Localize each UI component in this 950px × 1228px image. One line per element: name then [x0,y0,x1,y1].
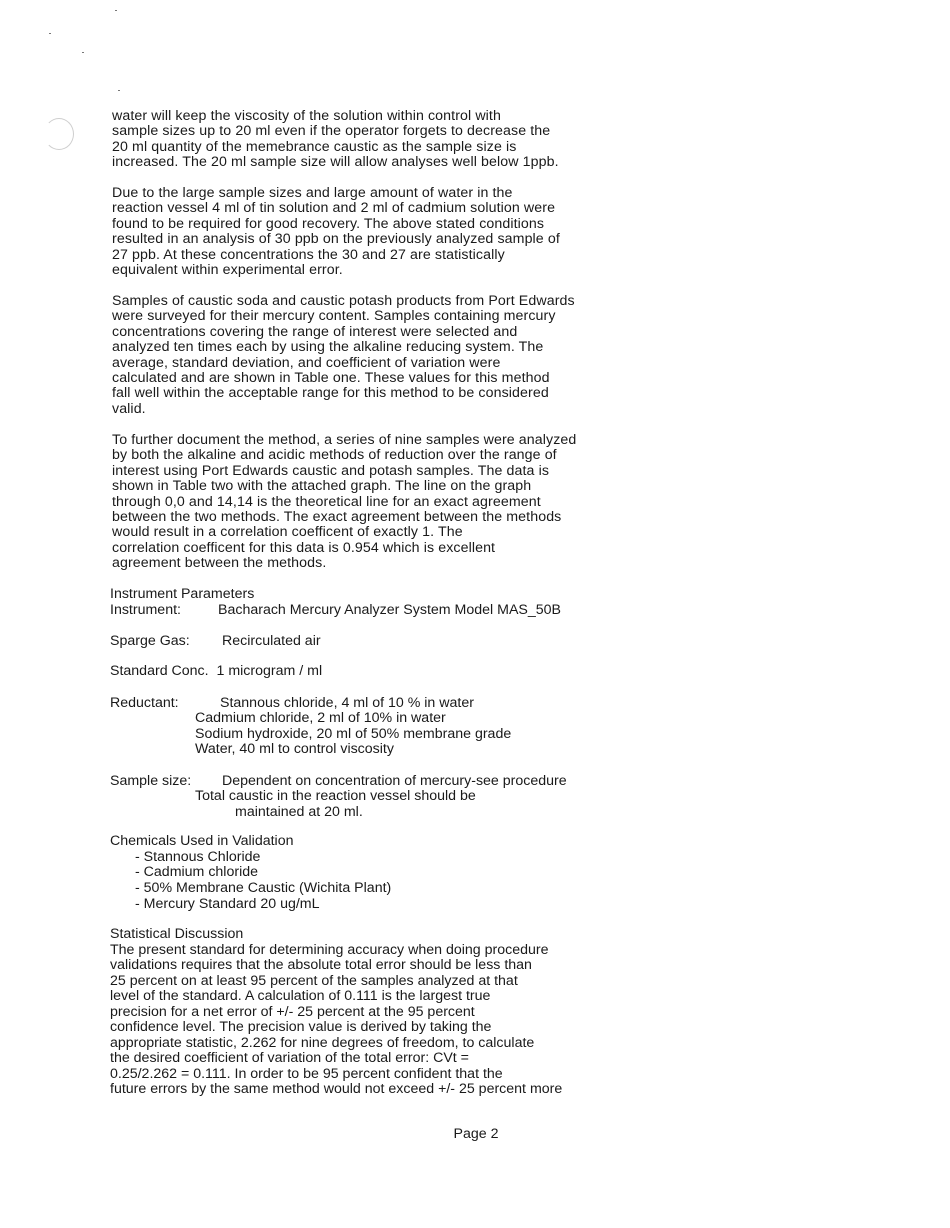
text-line: reaction vessel 4 ml of tin solution and 2 ml of cadmium solution were [112,200,556,217]
sample-size-line: Total caustic in the reaction vessel should be [195,788,476,804]
text-line: agreement between the methods. [112,555,327,572]
reductant-line: Cadmium chloride, 2 ml of 10% in water [195,710,446,726]
chemical-item: - Mercury Standard 20 ug/mL [135,896,320,912]
page-number-label: Page 2 [453,1126,499,1142]
text-line: sample sizes up to 20 ml even if the operator forgets to decrease the [112,123,551,140]
chemical-item: - 50% Membrane Caustic (Wichita Plant) [135,880,392,896]
text-line: To further document the method, a series of nine samples were analyzed [112,432,577,448]
text-line: would result in a correlation coefficent of exactly 1. The [112,524,463,541]
sparge-row [110,634,321,649]
scan-speck [49,33,51,34]
text-line: through 0,0 and 14,14 is the theoretical line for an exact agreement [112,493,541,510]
sample-size-line: maintained at 20 ml. [235,804,363,820]
paragraph-documentation [112,433,672,572]
text-line: validations requires that the absolute total error should be less than [110,957,532,973]
reductant-line: Water, 40 ml to control viscosity [195,741,394,757]
chemicals-heading: Chemicals Used in Validation [110,833,294,849]
text-line: interest using Port Edwards caustic and potash samples. The data is [112,462,550,479]
text-line: analyzed ten times each by using the alkaline reducing system. The [112,339,544,356]
paragraph-sample-sizes [112,186,672,278]
text-line: shown in Table two with the attached graph. The line on the graph [112,478,532,495]
paragraph-survey [112,294,672,417]
text-line: were surveyed for their mercury content. Samples containing mercury [112,308,556,325]
chemical-item: - Stannous Chloride [135,849,261,865]
sample-size-label: Sample size: [110,773,192,789]
text-line: valid. [112,400,146,417]
instrument-heading: Instrument Parameters [110,586,255,602]
chemical-item: - Cadmium chloride [135,864,258,880]
paragraph-viscosity [112,109,672,171]
text-line: correlation coefficent for this data is 0.954 which is excellent [112,539,496,556]
text-line: average, standard deviation, and coefficient of variation were [112,354,501,371]
text-line: the desired coefficient of variation of the total error: CVt = [110,1050,469,1066]
instrument-row [110,603,561,618]
sparge-value: Recirculated air [222,633,321,649]
page-number [0,1126,950,1142]
text-line: calculated and are shown in Table one. These values for this method [112,370,550,387]
text-line: by both the alkaline and acidic methods of reduction over the range of [112,447,557,464]
statistical-heading: Statistical Discussion [110,926,244,942]
reductant-line: Sodium hydroxide, 20 ml of 50% membrane grade [195,726,512,742]
scan-speck [118,90,120,91]
text-line: 0.25/2.262 = 0.111. In order to be 95 percent confident that the [110,1066,503,1082]
text-line: increased. The 20 ml sample size will allow analyses well below 1ppb. [112,154,559,171]
instrument-value: Bacharach Mercury Analyzer System Model MAS_50B [218,602,562,618]
text-line: The present standard for determining accuracy when doing procedure [110,942,549,958]
sample-size-line: Dependent on concentration of mercury-see procedure [222,773,567,789]
standard-row [110,664,322,679]
text-line: Samples of caustic soda and caustic potash products from Port Edwards [112,293,575,309]
text-line: equivalent within experimental error. [112,262,343,279]
text-line: fall well within the acceptable range for this method to be considered [112,385,549,402]
reductant-line: Stannous chloride, 4 ml of 10 % in water [220,695,474,711]
text-line: concentrations covering the range of interest were selected and [112,323,518,340]
text-line: level of the standard. A calculation of 0.111 is the largest true [110,988,491,1004]
text-line: resulted in an analysis of 30 ppb on the previously analyzed sample of [112,231,560,248]
text-line: 27 ppb. At these concentrations the 30 and 27 are statistically [112,246,505,263]
reductant-label: Reductant: [110,695,179,711]
punch-hole-mark [44,118,74,150]
standard-label: Standard Conc. [110,663,209,679]
text-line: water will keep the viscosity of the solution within control with [112,108,501,124]
scan-speck [115,10,117,11]
text-line: found to be required for good recovery. The above stated conditions [112,215,545,232]
text-line: 20 ml quantity of the memebrance caustic as the sample size is [112,138,517,155]
text-line: appropriate statistic, 2.262 for nine degrees of freedom, to calculate [110,1035,535,1051]
scan-speck [82,52,84,53]
text-line: confidence level. The precision value is derived by taking the [110,1019,492,1035]
sparge-label: Sparge Gas: [110,633,190,649]
text-line: 25 percent on at least 95 percent of the samples analyzed at that [110,973,518,989]
standard-value: 1 microgram / ml [216,663,323,679]
text-line: precision for a net error of +/- 25 percent at the 95 percent [110,1004,475,1020]
text-line: between the two methods. The exact agreement between the methods [112,509,562,526]
text-line: Due to the large sample sizes and large amount of water in the [112,185,513,201]
instrument-label: Instrument: [110,602,181,618]
text-line: future errors by the same method would not exceed +/- 25 percent more [110,1081,563,1097]
